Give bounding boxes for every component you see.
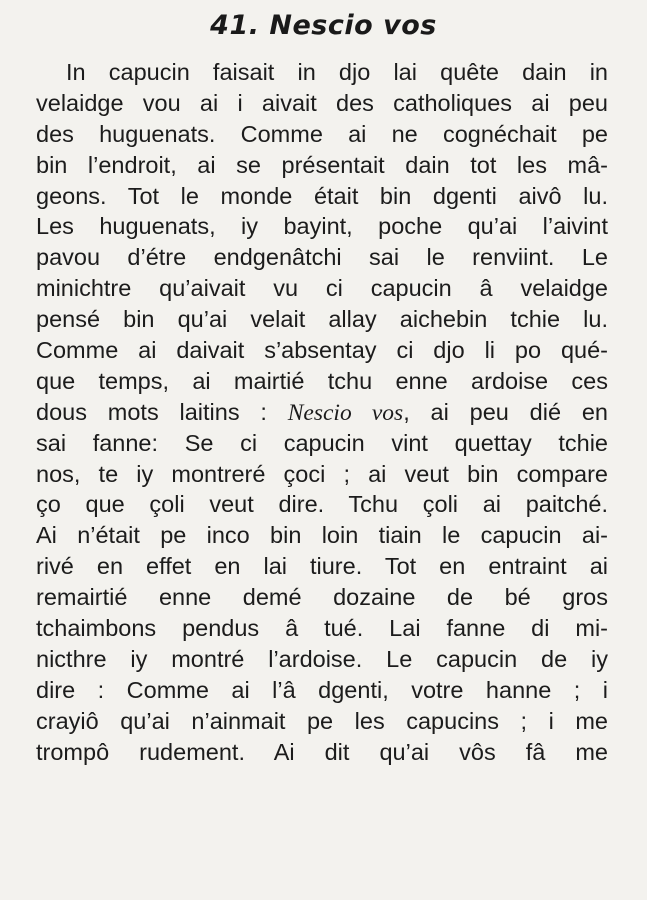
text-line: sai fanne: Se ci capucin vint quettay tchie — [36, 429, 608, 456]
text-segment: , ai peu dié en — [403, 398, 608, 425]
text-line: tchaimbons pendus â tué. Lai fanne di mi- — [36, 615, 608, 642]
text-line: geons. Tot le monde était bin dgenti aivô lu. — [36, 182, 608, 209]
text-line: trompô rudement. Ai dit qu’ai vôs fâ me — [36, 738, 608, 765]
text-line: bin l’endroit, ai se présentait dain tot les mâ- — [36, 151, 608, 178]
text-line: Comme ai daivait s’absentay ci djo li po qué- — [36, 337, 608, 364]
text-line: rivé en effet en lai tiure. Tot en entraint ai — [36, 553, 608, 580]
text-line: pavou d’étre endgenâtchi sai le renviint. Le — [36, 244, 608, 271]
chapter-title: 41. Nescio vos — [210, 10, 437, 41]
text-segment: dous mots laitins : — [36, 398, 288, 425]
text-line: minichtre qu’aivait vu ci capucin â velaidge — [36, 275, 608, 302]
text-line-with-latin — [36, 397, 608, 428]
text-line: nicthre iy montré l’ardoise. Le capucin de iy — [36, 645, 608, 672]
text-line: remairtié enne demé dozaine de bé gros — [36, 584, 608, 611]
text-line: nos, te iy montreré çoci ; ai veut bin compare — [36, 460, 608, 487]
text-line: Les huguenats, iy bayint, poche qu’ai l’aivint — [36, 213, 608, 240]
text-line: Ai n’était pe inco bin loin tiain le capucin ai- — [36, 522, 608, 549]
text-line: dire : Comme ai l’â dgenti, votre hanne ; i — [36, 676, 608, 703]
text-line: que temps, ai mairtié tchu enne ardoise ces — [36, 367, 608, 394]
text-line: velaidge vou ai i aivait des catholiques ai peu — [36, 89, 608, 116]
latin-phrase: Nescio vos — [287, 399, 404, 426]
text-line: crayiô qu’ai n’ainmait pe les capucins ; i me — [36, 707, 608, 734]
text-line: In capucin faisait in djo lai quête dain in — [66, 59, 608, 85]
story-text — [36, 57, 608, 767]
text-line: ço que çoli veut dire. Tchu çoli ai paitché. — [36, 491, 608, 518]
text-line: des huguenats. Comme ai ne cognéchait pe — [36, 120, 608, 147]
text-line: pensé bin qu’ai velait allay aichebin tchie lu. — [36, 306, 608, 333]
